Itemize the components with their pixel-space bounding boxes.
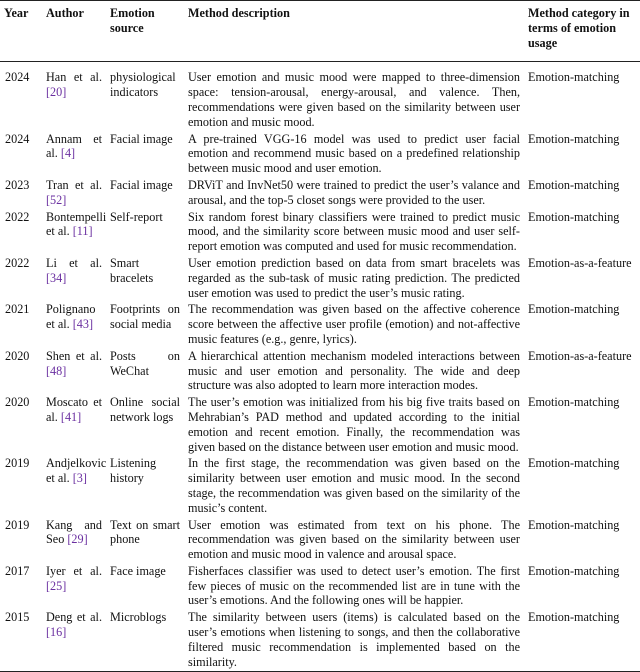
citation-link[interactable]: [25] [46, 578, 67, 593]
citation-link[interactable]: [41] [60, 409, 82, 424]
header-method-description: Method description [188, 6, 290, 20]
cell-emotion-source: Face image [110, 563, 166, 578]
cell-method-description: A pre-trained VGG-16 model was used to predict user facial emotion and recommend music based on a predefined relationship between music mood and user emotion. [188, 131, 520, 176]
cell-author [42, 518, 106, 564]
cell-method-description: The recommendation was given based on the affective coherence score between the affective user profile (emotion) and not-affective music features (e.g., genre, lyrics). [188, 302, 520, 346]
citation-link[interactable]: [3] [72, 471, 87, 486]
table-row [0, 518, 640, 564]
author-name: Annam et al. [46, 131, 102, 161]
cell-year: 2019 [5, 517, 30, 532]
cell-author [42, 62, 106, 132]
table-row [0, 456, 640, 517]
cell-author [42, 395, 106, 456]
cell-emotion-source: physiological indicators [110, 70, 176, 100]
cell-emotion-source: Self-report [110, 209, 163, 224]
cell-emotion-source: Footprints on social media [110, 302, 180, 332]
cell-method-description: User emotion prediction based on data from smart bracelets was regarded as the sub-task of music rating prediction. The predicted user emotion was used to predict the user’s music rating. [188, 255, 520, 300]
cell-emotion-source: Listening history [110, 456, 157, 486]
cell-author [42, 302, 106, 348]
citation-link[interactable]: [11] [72, 224, 93, 239]
citation-link[interactable]: [29] [67, 532, 88, 547]
cell-year: 2023 [5, 177, 30, 192]
cell-author [42, 256, 106, 302]
table-row [0, 178, 640, 210]
cell-method-category: Emotion-matching [528, 456, 620, 471]
table-row [0, 610, 640, 672]
table-row [0, 62, 640, 132]
cell-emotion-source: Posts on WeChat [110, 348, 180, 378]
cell-author [42, 210, 106, 256]
author-name: Bontempelli et al. [46, 209, 107, 239]
cell-method-description: In the first stage, the recommendation was given based on the similarity between user emotion and music mood. In the second stage, the recommendation was given based on the similarity of the music’s content. [188, 456, 520, 515]
cell-year: 2015 [5, 610, 30, 625]
author-name: Polignano et al. [46, 302, 96, 332]
citation-link[interactable]: [52] [46, 192, 67, 207]
cell-author [42, 564, 106, 610]
author-name: Deng et al. [46, 610, 102, 625]
cell-emotion-source: Online social network logs [110, 395, 180, 424]
cell-author [42, 132, 106, 178]
cell-author [42, 456, 106, 517]
cell-year: 2019 [5, 456, 30, 471]
cell-method-category: Emotion-matching [528, 209, 620, 224]
cell-method-description: User emotion was estimated from text on his phone. The recommendation was given based on the similarity between user emotion and music mood in valence and arousal space. [188, 517, 520, 562]
table-row [0, 302, 640, 348]
cell-method-description: The user’s emotion was initialized from his big five traits based on Mehrabian’s PAD method and updated according to the initial emotion and recent emotion. Finally, the recommendation was given based on the distance between user emotion and music mood. [188, 395, 520, 454]
author-name: Tran et al. [46, 177, 102, 192]
author-name: Iyer et al. [46, 563, 102, 578]
cell-method-category: Emotion-matching [528, 610, 620, 625]
header-year: Year [4, 6, 29, 20]
citation-link[interactable]: [43] [72, 317, 94, 332]
cell-emotion-source: Smart bracelets [110, 255, 154, 285]
table-row [0, 210, 640, 256]
cell-emotion-source: Text on smart phone [110, 517, 180, 547]
cell-emotion-source: Microblogs [110, 610, 167, 625]
cell-method-category: Emotion-matching [528, 395, 620, 410]
cell-method-description: Six random forest binary classifiers were trained to predict music mood, and the similarity score between music mood and user self-report emotion was computed and used for music recommendation. [188, 209, 520, 254]
author-name: Li et al. [46, 255, 102, 270]
table-row [0, 132, 640, 178]
citation-link[interactable]: [4] [60, 146, 76, 161]
table-body [0, 62, 640, 672]
cell-method-category: Emotion-matching [528, 70, 620, 85]
header-emotion-source: Emotion source [110, 6, 155, 35]
cell-author [42, 178, 106, 210]
cell-method-category: Emotion-matching [528, 131, 620, 146]
table-row [0, 395, 640, 456]
cell-year: 2020 [5, 395, 30, 410]
table-row [0, 564, 640, 610]
cell-year: 2020 [5, 348, 30, 363]
header-method-category: Method category in terms of emotion usage [528, 6, 630, 50]
cell-method-description: A hierarchical attention mechanism modeled interactions between music and user emotion and personality. The wide and deep structure was also adopted to learn more interaction modes. [188, 348, 520, 393]
table-row [0, 256, 640, 302]
cell-method-category: Emotion-matching [528, 517, 620, 532]
citation-link[interactable]: [20] [46, 85, 67, 100]
citation-link[interactable]: [48] [46, 363, 67, 378]
cell-author [42, 349, 106, 395]
cell-method-category: Emotion-matching [528, 177, 620, 192]
author-name: Kang and Seo [46, 517, 102, 547]
cell-year: 2017 [5, 563, 30, 578]
author-name: Moscato et al. [46, 395, 102, 424]
table-row [0, 349, 640, 395]
citation-link[interactable]: [34] [46, 270, 67, 285]
cell-emotion-source: Facial image [110, 177, 173, 192]
cell-year: 2022 [5, 209, 30, 224]
author-name: Shen et al. [46, 348, 102, 363]
cell-year: 2022 [5, 255, 30, 270]
cell-method-description: Fisherfaces classifier was used to detect user’s emotion. The first few pieces of music on the recommended list are in tune with the user’s emotions. And the following ones will be happier. [188, 563, 520, 608]
cell-method-description: User emotion and music mood were mapped to three-dimension space: tension-arousal, energy-arousal, and valence. Then, recommendations were given based on the similarity between user emotion and music mood. [188, 70, 520, 129]
cell-method-category: Emotion-as-a-feature [528, 255, 632, 270]
cell-year: 2024 [5, 70, 30, 85]
author-name: Andjelkovic et al. [46, 456, 107, 486]
author-name: Han et al. [46, 70, 102, 85]
cell-method-description: DRViT and InvNet50 were trained to predict the user’s valance and arousal, and the top-5 closet songs were provided to the user. [188, 177, 520, 207]
cell-emotion-source: Facial image [110, 131, 173, 146]
cell-author [42, 610, 106, 672]
header-author: Author [46, 6, 84, 20]
cell-method-description: The similarity between users (items) is calculated based on the user’s emotions when listening to songs, and then the collaborative filtered music recommendation is implemented based on the similarity. [188, 610, 520, 669]
cell-method-category: Emotion-matching [528, 302, 620, 317]
cell-year: 2024 [5, 131, 30, 146]
citation-link[interactable]: [16] [46, 625, 67, 640]
cell-year: 2021 [5, 302, 30, 317]
table-header [0, 1, 640, 62]
cell-method-category: Emotion-matching [528, 563, 620, 578]
cell-method-category: Emotion-as-a-feature [528, 348, 632, 363]
